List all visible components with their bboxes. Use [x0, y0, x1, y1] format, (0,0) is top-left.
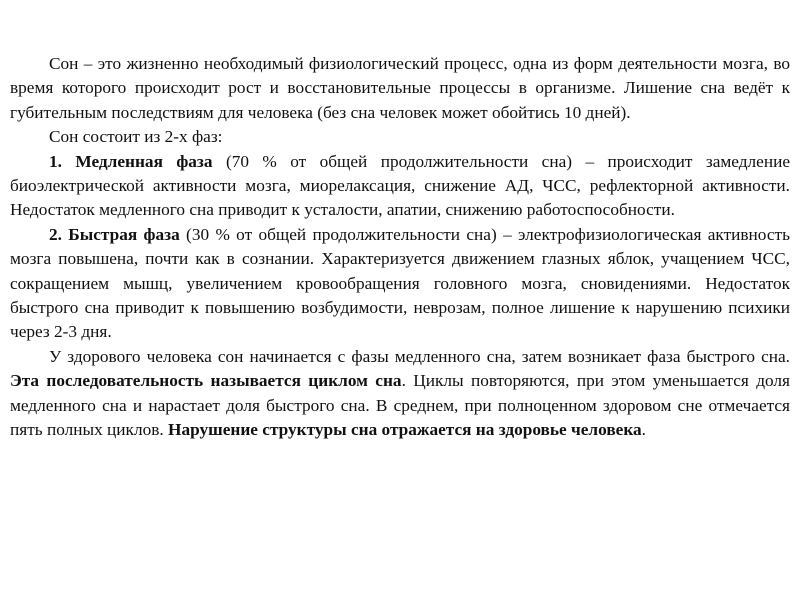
paragraph-fast-phase — [10, 223, 790, 345]
paragraph-slow-phase — [10, 150, 790, 223]
bold-text-run: Нарушение структуры сна отражается на здоровье человека — [168, 420, 642, 440]
bold-text-run: 1. Медленная фаза — [49, 151, 213, 171]
paragraph-intro — [10, 52, 790, 125]
text-run: У здорового человека сон начинается с фазы медленного сна, затем возникает фаза быстрого сна. — [49, 346, 790, 366]
paragraph-phases-heading — [10, 125, 790, 149]
text-run: Сон – это жизненно необходимый физиологический процесс, одна из форм деятельности мозга, во время которого происходит рост и восстановительные процессы в организме. Лишение сна ведёт к губительным последствиям для человека (без сна человек может обойтись 10 дней). — [10, 54, 790, 122]
text-run: (70 % от общей продолжительности сна) – происходит замедление биоэлектрической активности мозга, миорелаксация, снижение АД, ЧСС, рефлекторной активности. Недостаток медленного сна приводит к усталости, апатии, снижению работоспособности. — [10, 151, 790, 220]
bold-text-run: Эта последовательность называется циклом сна — [10, 371, 402, 391]
text-run: . — [641, 420, 646, 440]
paragraph-sleep-cycle — [10, 345, 790, 443]
text-run: (30 % от общей продолжительности сна) – электрофизиологическая активность мозга повышена, почти как в сознании. Характеризуется движением глазных яблок, учащением ЧСС, сокращением мышц, увеличением кровообращения головного мозга, сновидениями. Недостаток быстрого сна приводит к повышению возбудимости, неврозам, полное лишение к нарушению психики через 2-3 дня. — [10, 224, 790, 342]
text-run: . Циклы повторяются, при этом уменьшается доля медленного сна и нарастает доля быстрого сна. В среднем, при полноценном здоровом сне отмечается пять полных циклов. — [10, 371, 790, 440]
bold-text-run: 2. Быстрая фаза — [49, 224, 180, 244]
document-body — [10, 52, 790, 443]
text-run: Сон состоит из 2-х фаз: — [49, 127, 223, 147]
